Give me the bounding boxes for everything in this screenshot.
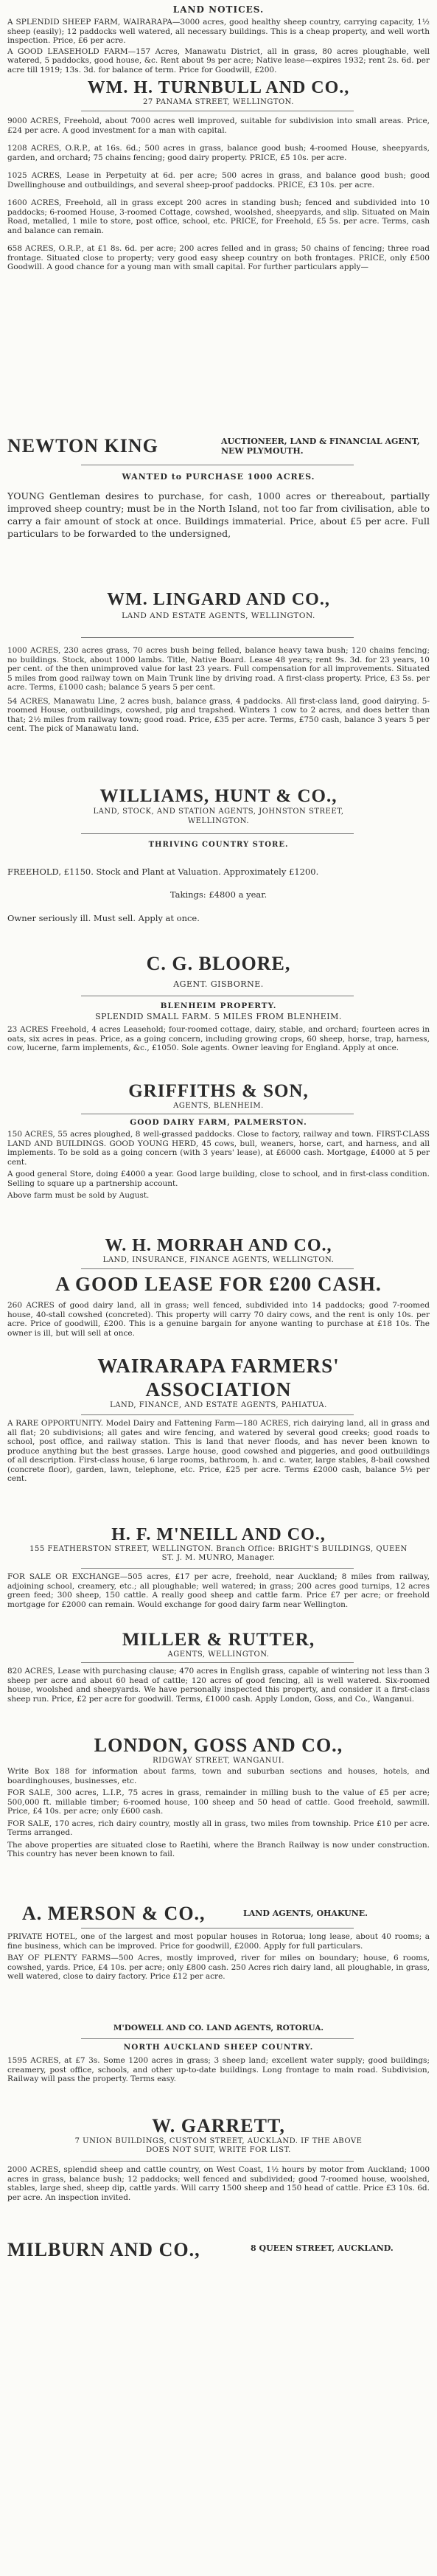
ad-mcneill bbox=[7, 1419, 430, 1522]
page-title: LAND NOTICES. bbox=[172, 4, 265, 15]
ad-paragraph: Write Box 188 for information about farms, town and suburban sections and houses, hotels, and boardinghouses, businesses, etc. bbox=[7, 1767, 430, 1785]
agent-address: AGENT. GISBORNE. bbox=[173, 979, 264, 989]
ad-heading: NORTH AUCKLAND SHEEP COUNTRY. bbox=[123, 2043, 314, 2052]
agent-address: AGENTS, WELLINGTON. bbox=[167, 1650, 270, 1659]
agent-address: LAND AGENTS, ROTORUA. bbox=[206, 2024, 324, 2032]
ad-subheading: SPLENDID SMALL FARM. 5 MILES FROM BLENHEIM. bbox=[95, 1012, 342, 1021]
ad-garrett bbox=[7, 2056, 430, 2112]
divider bbox=[81, 1268, 354, 1269]
divider bbox=[81, 2161, 354, 2162]
agent-name: C. G. BLOORE, bbox=[146, 953, 291, 974]
ad-wairarapa bbox=[7, 1301, 430, 1353]
ad-griffiths-agent bbox=[0, 1081, 437, 1110]
agent-name: WILLIAMS, HUNT & CO., bbox=[99, 786, 338, 806]
ad-griffiths-header bbox=[0, 1001, 437, 1021]
ad-heading: A GOOD LEASE FOR £200 CASH. bbox=[55, 1273, 382, 1295]
agent-name: W. GARRETT, bbox=[152, 2115, 285, 2136]
ad-paragraph: FREEHOLD, £1150. Stock and Plant at Valuation. Approximately £1200. bbox=[7, 867, 319, 877]
ad-paragraph: Owner seriously ill. Must sell. Apply at once. bbox=[7, 913, 200, 923]
ad-merson bbox=[7, 1767, 430, 1900]
agent-name: W. H. MORRAH AND CO., bbox=[105, 1236, 332, 1255]
ad-london-goss bbox=[7, 1667, 430, 1733]
ad-wairarapa-agent bbox=[0, 1354, 437, 1409]
ad-paragraph: 1208 ACRES, O.R.P., at 16s. 6d.; 500 acres in grass, balance good bush; 4-roomed House, sheepyards, garden, and orchard; 75 chains fencing; good dairy property. PRICE, £5 10s. per acre. bbox=[7, 144, 430, 162]
ad-paragraph: 1595 ACRES, at £7 3s. Some 1200 acres in grass; 3 sheep land; excellent water supply; good buildings; creamery, post office, schools, and other up-to-date buildings. Long frontage to main road. Subdivision, Railway will pass the property. Terms easy. bbox=[7, 2056, 430, 2083]
ad-wairarapa-header bbox=[0, 1273, 437, 1296]
ad-turnbull-agent bbox=[0, 78, 437, 106]
agent-address: 8 QUEEN STREET, AUCKLAND. bbox=[251, 2243, 394, 2253]
agent-name: MILBURN AND CO., bbox=[7, 2239, 200, 2260]
ad-heading: WANTED to PURCHASE 1000 ACRES. bbox=[122, 472, 315, 482]
ad-heading: GOOD DAIRY FARM, PALMERSTON. bbox=[130, 1118, 307, 1127]
ad-williams-hunt bbox=[7, 646, 430, 785]
ad-paragraph: The above properties are situated close to Raetihi, where the Branch Railway is now under construction. This country has never been known to fail. bbox=[7, 1840, 430, 1858]
ad-paragraph: A SPLENDID SHEEP FARM, WAIRARAPA—3000 acres, good healthy sheep country, carrying capacity, 1½ sheep (easily); 12 paddocks well watered, all necessary buildings. This is a cheap property, and well worth inspection. Price, £6 per acre. bbox=[7, 18, 430, 45]
ad-paragraph: A RARE OPPORTUNITY. Model Dairy and Fattening Farm—180 ACRES, rich dairying land, all in grass and all flat; 20 subdivisions; all gates and wire fencing, and watered by several good creeks; good roads to school, post office, and railway station. This is land that never floods, and has never been known to produce anything but the best grasses. Large house, good cowshed and piggeries, and good outbuildings of all description. First-class house, 6 large rooms, bathroom, h. and c. water, large stables, 8-bail cowshed (concrete floor), garden, lawn, telephone, etc. Price, £25 per acre. Terms £2000 cash, balance 5½ per cent. bbox=[7, 1419, 430, 1483]
ad-paragraph: 23 ACRES Freehold, 4 acres Leasehold; four-roomed cottage, dairy, stable, and orchard; fourteen acres in oats, six acres in peas. Price, as a going concern, including growing crops, 60 sheep, horse, trap, harness, cow, lucerne, farm implements, &c., £1050. Sole agents. Owner leaving for England. Apply at once. bbox=[7, 1025, 430, 1052]
ad-paragraph: A good general Store, doing £4000 a year. Good large building, close to school, and in first-class condition. Selling to square up a partnership account. bbox=[7, 1170, 430, 1188]
agent-address: LAND AND ESTATE AGENTS, WELLINGTON. bbox=[122, 611, 315, 620]
agent-address: AUCTIONEER, LAND & FINANCIAL AGENT, NEW PLYMOUTH. bbox=[221, 437, 420, 456]
agent-name: LONDON, GOSS AND CO., bbox=[94, 1735, 343, 1756]
divider bbox=[81, 1662, 354, 1663]
ad-bloore-agent bbox=[0, 953, 437, 989]
ad-paragraph: 54 ACRES, Manawatu Line, 2 acres bush, balance grass, 4 paddocks. All first-class land, good dairying. 5-roomed House, outbuildings, cowshed, pig and trapshed. Winters 1 cow to 2 acres, and does better than that; 2½ miles from railway town; good road. Price, £35 per acre. Terms, £750 cash, balance 3 years 5 per cent. The pick of Manawatu land. bbox=[7, 696, 430, 733]
ad-mcneill-agent bbox=[0, 1525, 437, 1563]
ad-lingard-header bbox=[0, 472, 437, 482]
divider bbox=[81, 833, 354, 834]
ad-newton-king-agent bbox=[0, 435, 437, 460]
ad-heading: BLENHEIM PROPERTY. bbox=[160, 1001, 277, 1010]
ad-paragraph: FOR SALE OR EXCHANGE—505 acres, £17 per acre, freehold, near Auckland; 8 miles from railway, adjoining school, creamery, etc.; all ploughable; well watered; in grass; 200 acres good turnips, 12 acres green feed; 300 sheep, 150 cattle. A really good sheep and cattle farm. Price £7 per acre; or freehold mortgage for £2000 can remain. Would exchange for good dairy farm near Wellington. bbox=[7, 1572, 430, 1609]
ad-miller-rutter bbox=[7, 1572, 430, 1628]
ad-morrah bbox=[7, 1130, 430, 1233]
ad-mcdowell-agent bbox=[0, 2024, 437, 2035]
agent-name: WM. LINGARD AND CO., bbox=[107, 590, 330, 609]
ad-newton-king bbox=[7, 117, 430, 434]
agent-address: 27 PANAMA STREET, WELLINGTON. bbox=[143, 98, 294, 106]
ad-griffiths bbox=[7, 1025, 430, 1077]
ad-paragraph: FOR SALE, 300 acres, L.I.P., 75 acres in grass, remainder in milling bush to the value of £5 per acre; 500,000 ft. millable timber; 6-roomed house, 100 sheep and 50 head of cattle. Good freehold, sawmill. Price, £4 10s. per acre; only £600 cash. bbox=[7, 1788, 430, 1816]
agent-address: AGENTS, BLENHEIM. bbox=[173, 1102, 264, 1110]
divider bbox=[81, 1568, 354, 1569]
ad-heading: THRIVING COUNTRY STORE. bbox=[148, 841, 289, 849]
ad-paragraph: 658 ACRES, O.R.P., at £1 8s. 6d. per acre; 200 acres felled and in grass; 50 chains of fencing; three road frontage. Situated close to property; very good easy sheep country on both frontages. PRICE, only £500 Goodwill. A good chance for a young man with small capital. For further particulars apply— bbox=[7, 244, 430, 271]
agent-name: NEWTON KING bbox=[7, 435, 158, 456]
ad-paragraph: YOUNG Gentleman desires to purchase, for cash, 1000 acres or thereabout, partially improved sheep country; must be in the North Island, not too far from civilisation, able to carry a fair amount of stock at once. Buildings immaterial. Price, about £5 per acre. Full particulars to be forwarded to the undersigned, bbox=[7, 490, 430, 539]
ad-merson-agent bbox=[0, 1903, 437, 1925]
ad-lingard bbox=[7, 490, 430, 578]
agent-name: GRIFFITHS & SON, bbox=[128, 1081, 309, 1101]
agent-address: LAND, STOCK, AND STATION AGENTS, JOHNSTON STREET, WELLINGTON. bbox=[93, 808, 344, 825]
agent-address: 155 FEATHERSTON STREET, WELLINGTON. Branch Office: BRIGHT'S BUILDINGS, QUEEN ST. J. M. MUNRO, Manager. bbox=[29, 1545, 408, 1562]
ad-paragraph: PRIVATE HOTEL, one of the largest and most popular houses in Rotorua; long lease, about 40 rooms; a fine business, which can be improved. Price for goodwill, £2000. Apply for full particulars. bbox=[7, 1932, 430, 1951]
ad-paragraph: 150 ACRES, 55 acres ploughed, 8 well-grassed paddocks. Close to factory, railway and town. FIRST-CLASS LAND AND BUILDINGS. GOOD YOUNG HERD, 45 cows, bull, weaners, horse, cart, and harness, and all implements. To be sold as a going concern (with 3 years' lease), at £6000 cash. Mortgage, £4000 at 5 per cent. bbox=[7, 1130, 430, 1167]
ad-williams-hunt-agent bbox=[0, 786, 437, 826]
agent-address: RIDGWAY STREET, WANGANUI. bbox=[153, 1757, 284, 1765]
agent-address: 7 UNION BUILDINGS, CUSTOM STREET, AUCKLAND. IF THE ABOVE DOES NOT SUIT, WRITE FOR LIST. bbox=[74, 2137, 363, 2154]
ad-paragraph: 1600 ACRES, Freehold, all in grass except 200 acres in standing bush; fenced and subdivided into 10 paddocks; 6-roomed House, 3-roomed Cottage, cowshed, woolshed, sheepyards, and slip. Situated on Main Road, metalled, 1 mile to store, post office, school, etc. PRICE, for Freehold, £5 5s. per acre. Terms, cash and balance can remain. bbox=[7, 198, 430, 235]
agent-name: WAIRARAPA FARMERS' ASSOCIATION bbox=[97, 1355, 340, 1400]
ad-paragraph: 260 ACRES of good dairy land, all in grass; well fenced, subdivided into 14 paddocks; good 7-roomed house, 40-stall cowshed (concreted). This property will carry 70 dairy cows, and the rent is only 10s. per acre. Price of goodwill, £200. This is a genuine bargain for anyone wanting to purchase at £18 10s. The owner is ill, but will sell at once. bbox=[7, 1301, 430, 1338]
agent-name: A. MERSON & CO., bbox=[22, 1903, 206, 1924]
ad-paragraph: 2000 ACRES, splendid sheep and cattle country, on West Coast, 1½ hours by motor from Auckland; 1000 acres in grass, balance bush; 12 paddocks; well fenced and subdivided; good 7-roomed house, woolshed, stables, large shed, sheep dip, cattle yards. Will carry 1500 sheep and 150 head of cattle. Price £3 10s. 6d. per acre. An inspection invited. bbox=[7, 2165, 430, 2202]
ad-lingard-agent bbox=[0, 590, 437, 622]
ad-paragraph: 1000 ACRES, 230 acres grass, 70 acres bush being felled, balance heavy tawa bush; 120 chains fencing; no buildings. Stock, about 1000 lambs. Title, Native Board. Lease 48 years; rent 9s. 3d. for 23 years, 10 per cent. of the then unimproved value for last 23 years. Full compensation for all improvements. Situated 5 miles from good railway town on Main Trunk line by driving road. A first-class property. Price, £3 5s. per acre. Terms, £1000 cash; balance 5 years 5 per cent. bbox=[7, 646, 430, 692]
agent-name: H. F. M'NEILL AND CO., bbox=[111, 1525, 326, 1544]
ad-paragraph: 820 ACRES, Lease with purchasing clause; 470 acres in English grass, capable of wintering not less than 3 sheep per acre and about 60 head of cattle; 120 acres of good fencing, all is well watered. Six-roomed house, woolshed and sheepyards. We have personally inspected this property, and consider it a first-class sheep run. Price, £2 per acre for goodwill. Terms, £1000 cash. Apply London, Goss, and Co., Wanganui. bbox=[7, 1667, 430, 1704]
ad-london-goss-agent bbox=[0, 1735, 437, 1765]
ad-paragraph: Above farm must be sold by August. bbox=[7, 1191, 150, 1200]
ad-mcdowell bbox=[7, 1932, 430, 2021]
agent-line bbox=[0, 2024, 437, 2032]
ad-morrah-agent bbox=[0, 1236, 437, 1264]
ad-paragraph: BAY OF PLENTY FARMS—500 Acres, mostly improved, river for miles on boundary; house, 6 rooms, cowshed, yards. Price, £4 10s. per acre; only £800 cash. 250 Acres rich dairy land, all ploughable, in grass, well watered, close to dairy factory. Price £12 per acre. bbox=[7, 1954, 430, 1981]
ad-bloore-header bbox=[0, 841, 437, 849]
ad-garrett-header bbox=[0, 2043, 437, 2052]
agent-name: WM. H. TURNBULL AND CO., bbox=[87, 78, 350, 97]
divider bbox=[81, 637, 354, 638]
ad-paragraph: 1025 ACRES, Lease in Perpetuity at 6d. per acre; 500 acres in grass, and balance good bush; good Dwellinghouse and outbuildings, and several sheep-proof paddocks. PRICE, £3 10s. per acre. bbox=[7, 171, 430, 190]
ad-milburn-agent bbox=[0, 2239, 437, 2264]
ad-garrett-agent bbox=[0, 2115, 437, 2155]
ad-paragraph: 9000 ACRES, Freehold, about 7000 acres well improved, suitable for subdivision into small areas. Price, £24 per acre. A good investment for a man with capital. bbox=[7, 117, 430, 135]
divider bbox=[81, 2038, 354, 2039]
page-header bbox=[0, 4, 437, 15]
ad-bloore bbox=[7, 867, 430, 948]
ad-paragraph: FOR SALE, 170 acres, rich dairy country, mostly all in grass, two miles from township. Price £10 per acre. Terms arranged. bbox=[7, 1819, 430, 1837]
ad-paragraph: Takings: £4800 a year. bbox=[169, 889, 268, 900]
agent-address: LAND, INSURANCE, FINANCE AGENTS, WELLINGTON. bbox=[102, 1256, 335, 1264]
ad-paragraph: A GOOD LEASEHOLD FARM—157 Acres, Manawatu District, all in grass, 80 acres ploughable, well watered, 5 paddocks, good house, &c. Rent about 9s per acre; Native lease—expires 1932; rent 2s. 6d. per acre till 1919; 13s. 3d. for balance of term. Price for Goodwill, £200. bbox=[7, 46, 430, 74]
agent-name: M'DOWELL AND CO. bbox=[113, 2024, 204, 2032]
agent-address: LAND AGENTS, OHAKUNE. bbox=[243, 1909, 368, 1918]
agent-address: LAND, FINANCE, AND ESTATE AGENTS, PAHIATUA. bbox=[110, 1401, 327, 1409]
ad-miller-rutter-agent bbox=[0, 1630, 437, 1659]
divider bbox=[81, 1414, 354, 1415]
ad-milburn bbox=[7, 2165, 430, 2236]
ad-morrah-header bbox=[0, 1118, 437, 1127]
ad-turnbull bbox=[7, 18, 430, 77]
agent-name: MILLER & RUTTER, bbox=[122, 1630, 315, 1650]
